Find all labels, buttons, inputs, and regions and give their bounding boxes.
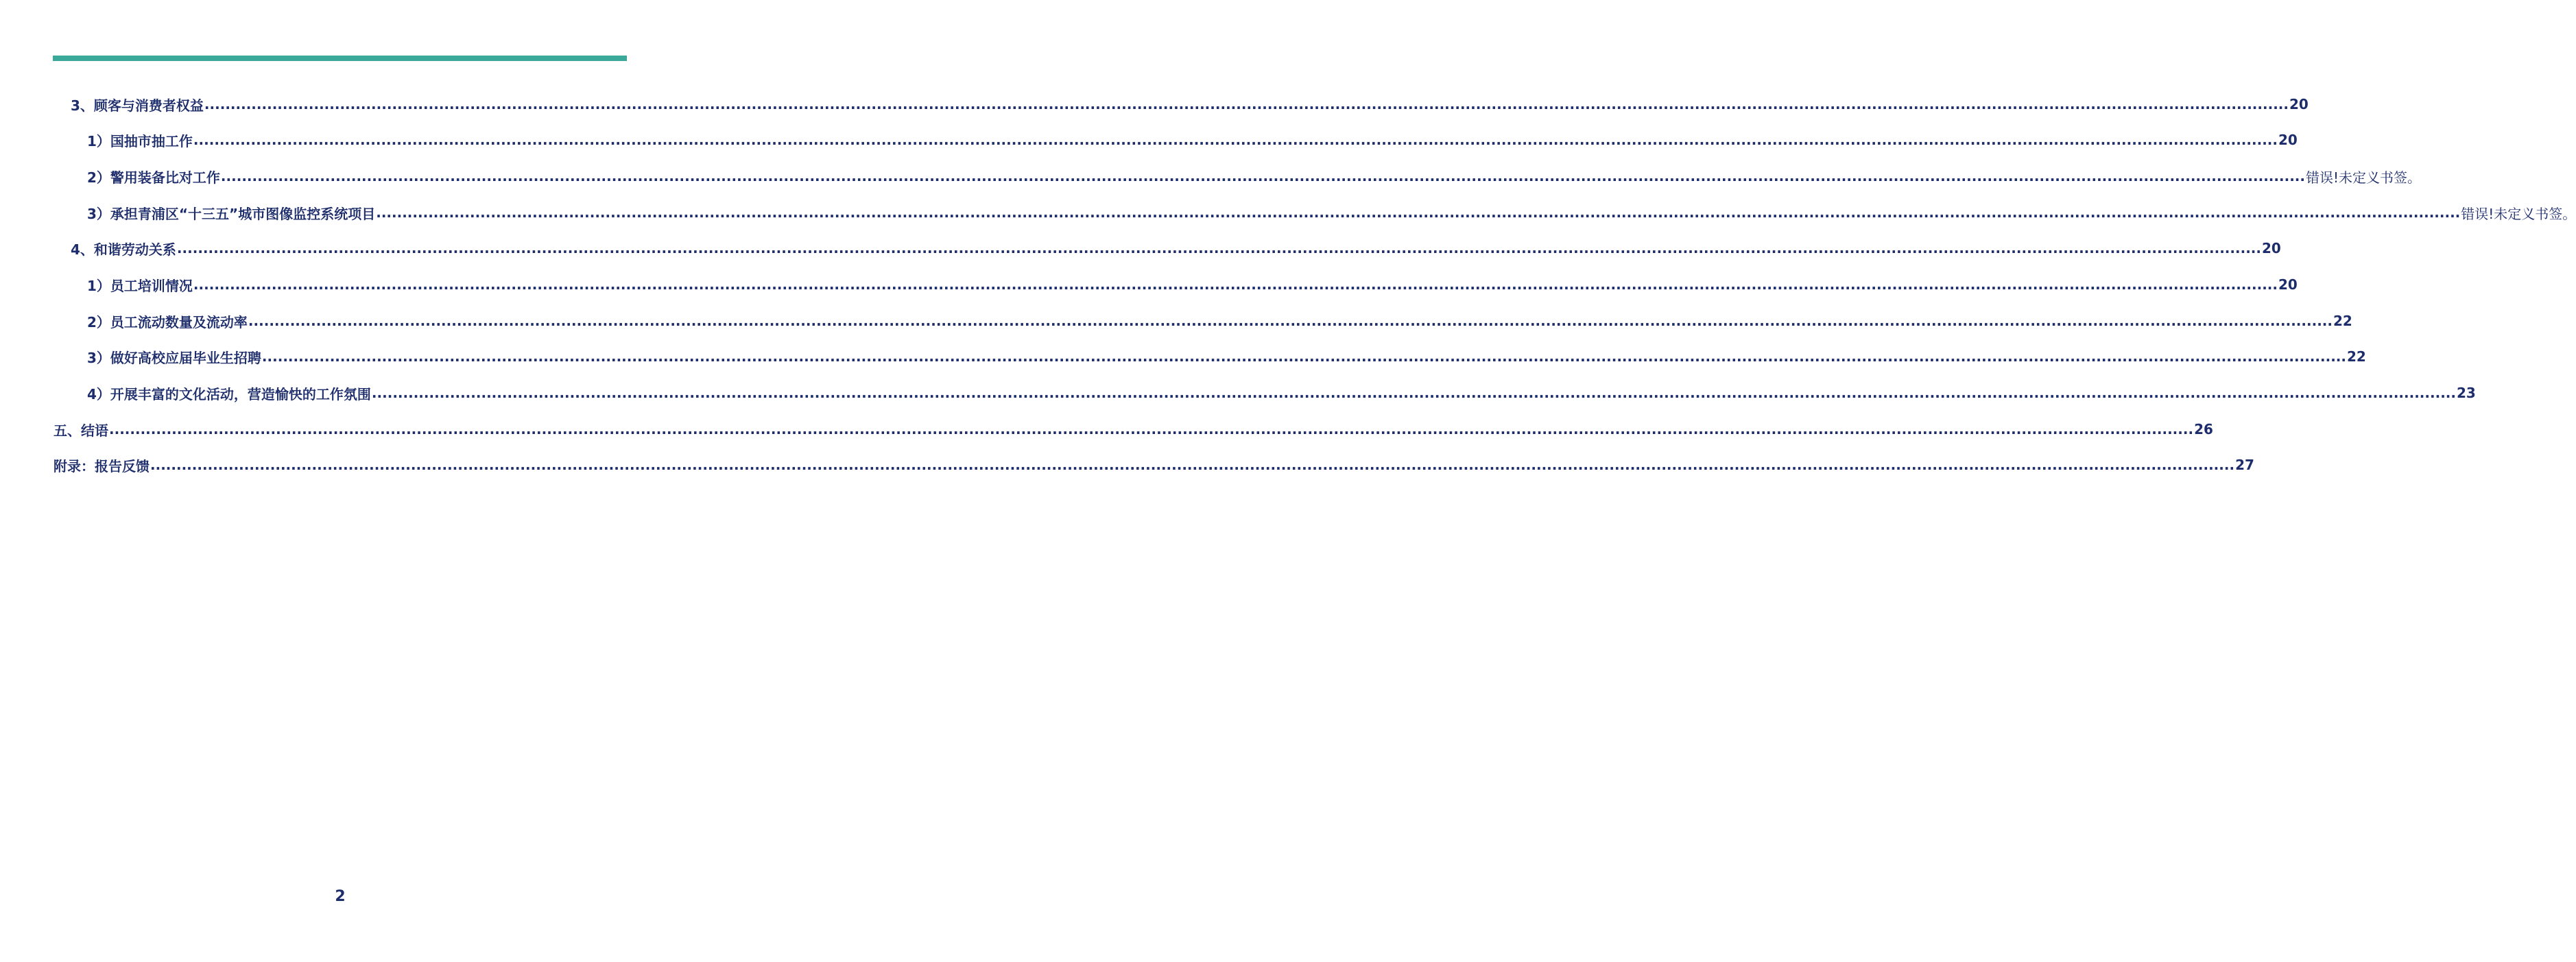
toc-dot-leader: ................................................................................................................................................................................................................................................................................................................................................................................................................: [220, 168, 2305, 184]
toc-entry-title: 2）员工流动数量及流动率: [87, 313, 248, 330]
toc-entry[interactable]: [87, 304, 2352, 337]
toc-entry-page: 20: [2278, 132, 2298, 148]
toc-dot-leader: ................................................................................................................................................................................................................................................................................................................................................................................................................: [204, 96, 2289, 112]
toc-entry-title: 3、顾客与消费者权益: [71, 97, 204, 114]
toc-dot-leader: ................................................................................................................................................................................................................................................................................................................................................................................................................: [150, 457, 2235, 473]
toc-entry[interactable]: [53, 413, 2213, 446]
toc-entry-page-error: 错误!未定义书签。: [2461, 205, 2576, 222]
toc-entry-title: 3）做好高校应届毕业生招聘: [87, 349, 261, 366]
toc-entry-title: 4）开展丰富的文化活动，营造愉快的工作氛围: [87, 385, 371, 402]
toc-entry[interactable]: [87, 340, 2366, 373]
toc-dot-leader: ................................................................................................................................................................................................................................................................................................................................................................................................................: [376, 204, 2461, 221]
toc-entry-title: 五、结语: [53, 422, 108, 439]
toc-dot-leader: ................................................................................................................................................................................................................................................................................................................................................................................................................: [248, 313, 2333, 329]
toc-entry[interactable]: [87, 160, 2422, 193]
toc-dot-leader: ................................................................................................................................................................................................................................................................................................................................................................................................................: [193, 276, 2278, 293]
toc-entry-page: 22: [2333, 313, 2352, 329]
toc-entry[interactable]: [87, 123, 2298, 156]
toc-dot-leader: ................................................................................................................................................................................................................................................................................................................................................................................................................: [193, 132, 2278, 148]
toc-entry[interactable]: [87, 268, 2298, 301]
toc-entry-page: 22: [2346, 348, 2366, 365]
toc-entry[interactable]: [71, 232, 2281, 265]
toc-entry-title: 3）承担青浦区“十三五”城市图像监控系统项目: [87, 205, 376, 222]
toc-entry-title: 1）国抽市抽工作: [87, 132, 193, 149]
toc-entry-page: 20: [2261, 240, 2281, 256]
toc-entry-page: 26: [2194, 421, 2213, 437]
toc-entry-title: 附录：报告反馈: [53, 457, 150, 474]
toc-entry-title: 1）员工培训情况: [87, 277, 193, 294]
toc-entry-title: 4、和谐劳动关系: [71, 241, 176, 258]
toc-dot-leader: ................................................................................................................................................................................................................................................................................................................................................................................................................: [176, 240, 2261, 256]
toc-entry-page: 20: [2289, 96, 2309, 112]
toc-entry-page: 23: [2456, 385, 2476, 401]
toc-entry-page: 20: [2278, 276, 2298, 293]
toc-entry-page: 27: [2235, 457, 2254, 473]
page-number: 2: [335, 888, 346, 905]
toc-entry[interactable]: [71, 88, 2309, 121]
toc-dot-leader: ................................................................................................................................................................................................................................................................................................................................................................................................................: [109, 421, 2194, 437]
toc-entry[interactable]: [87, 376, 2476, 409]
toc-entry-page-error: 错误!未定义书签。: [2305, 169, 2422, 186]
toc-entry[interactable]: [87, 196, 2576, 229]
toc-entry[interactable]: [53, 448, 2254, 481]
toc-dot-leader: ................................................................................................................................................................................................................................................................................................................................................................................................................: [371, 385, 2456, 401]
toc-entry-title: 2）警用装备比对工作: [87, 169, 220, 186]
top-rule: [53, 56, 627, 61]
toc-dot-leader: ................................................................................................................................................................................................................................................................................................................................................................................................................: [261, 348, 2346, 365]
